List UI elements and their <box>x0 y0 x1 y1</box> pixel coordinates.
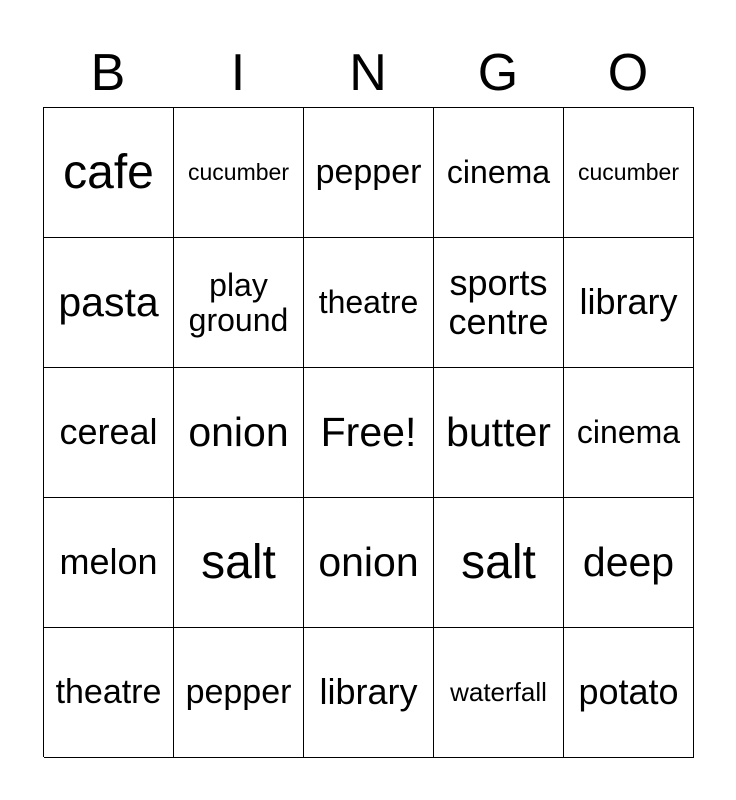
cell-text: cinema <box>446 154 551 191</box>
cell-text: salt <box>201 535 276 589</box>
bingo-cell[interactable] <box>44 628 174 758</box>
cell-text: cucumber <box>578 159 679 186</box>
bingo-cell[interactable] <box>564 368 694 498</box>
cell-text: pasta <box>58 279 159 326</box>
cell-text: play ground <box>188 266 289 338</box>
cell-text: deep <box>582 539 675 586</box>
cell-text: cafe <box>63 145 154 199</box>
bingo-cell[interactable] <box>434 108 564 238</box>
bingo-cell[interactable] <box>564 238 694 368</box>
bingo-cell[interactable] <box>434 238 564 368</box>
bingo-header <box>43 40 693 106</box>
header-letter-g: G <box>477 44 519 102</box>
cell-text: library <box>319 671 418 713</box>
bingo-cell[interactable] <box>44 498 174 628</box>
bingo-cell[interactable] <box>434 368 564 498</box>
bingo-cell[interactable] <box>174 498 304 628</box>
cell-text: sports centre <box>448 261 549 342</box>
cell-text: potato <box>578 671 679 713</box>
cell-text: onion <box>188 409 289 456</box>
bingo-cell[interactable] <box>174 108 304 238</box>
bingo-cell[interactable] <box>434 498 564 628</box>
bingo-cell[interactable] <box>304 368 434 498</box>
bingo-cell[interactable] <box>564 108 694 238</box>
cell-text: butter <box>446 409 551 456</box>
cell-text: melon <box>59 541 158 583</box>
cell-text: cucumber <box>188 159 289 186</box>
bingo-board <box>43 107 694 757</box>
bingo-cell[interactable] <box>304 498 434 628</box>
header-letter-o: O <box>607 44 649 102</box>
cell-text: theatre <box>318 284 419 321</box>
bingo-cell[interactable] <box>304 108 434 238</box>
header-letter-b: B <box>90 44 126 102</box>
bingo-cell[interactable] <box>434 628 564 758</box>
header-letter-i: I <box>230 44 246 102</box>
bingo-cell[interactable] <box>44 238 174 368</box>
cell-text: pepper <box>315 153 422 192</box>
bingo-cell[interactable] <box>304 238 434 368</box>
cell-text: pepper <box>185 673 292 712</box>
cell-text: cinema <box>576 414 681 451</box>
bingo-cell[interactable] <box>174 238 304 368</box>
bingo-cell[interactable] <box>564 628 694 758</box>
cell-text: library <box>579 281 678 323</box>
bingo-cell[interactable] <box>564 498 694 628</box>
bingo-cell[interactable] <box>304 628 434 758</box>
bingo-cell[interactable] <box>174 368 304 498</box>
bingo-cell[interactable] <box>44 368 174 498</box>
cell-text: onion <box>318 539 419 586</box>
header-letter-n: N <box>349 44 387 102</box>
cell-text: salt <box>461 535 536 589</box>
cell-text: theatre <box>55 673 162 712</box>
cell-text: cereal <box>59 411 158 453</box>
free-space: Free! <box>320 409 417 456</box>
bingo-cell[interactable] <box>174 628 304 758</box>
cell-text: waterfall <box>450 677 547 708</box>
bingo-cell[interactable] <box>44 108 174 238</box>
